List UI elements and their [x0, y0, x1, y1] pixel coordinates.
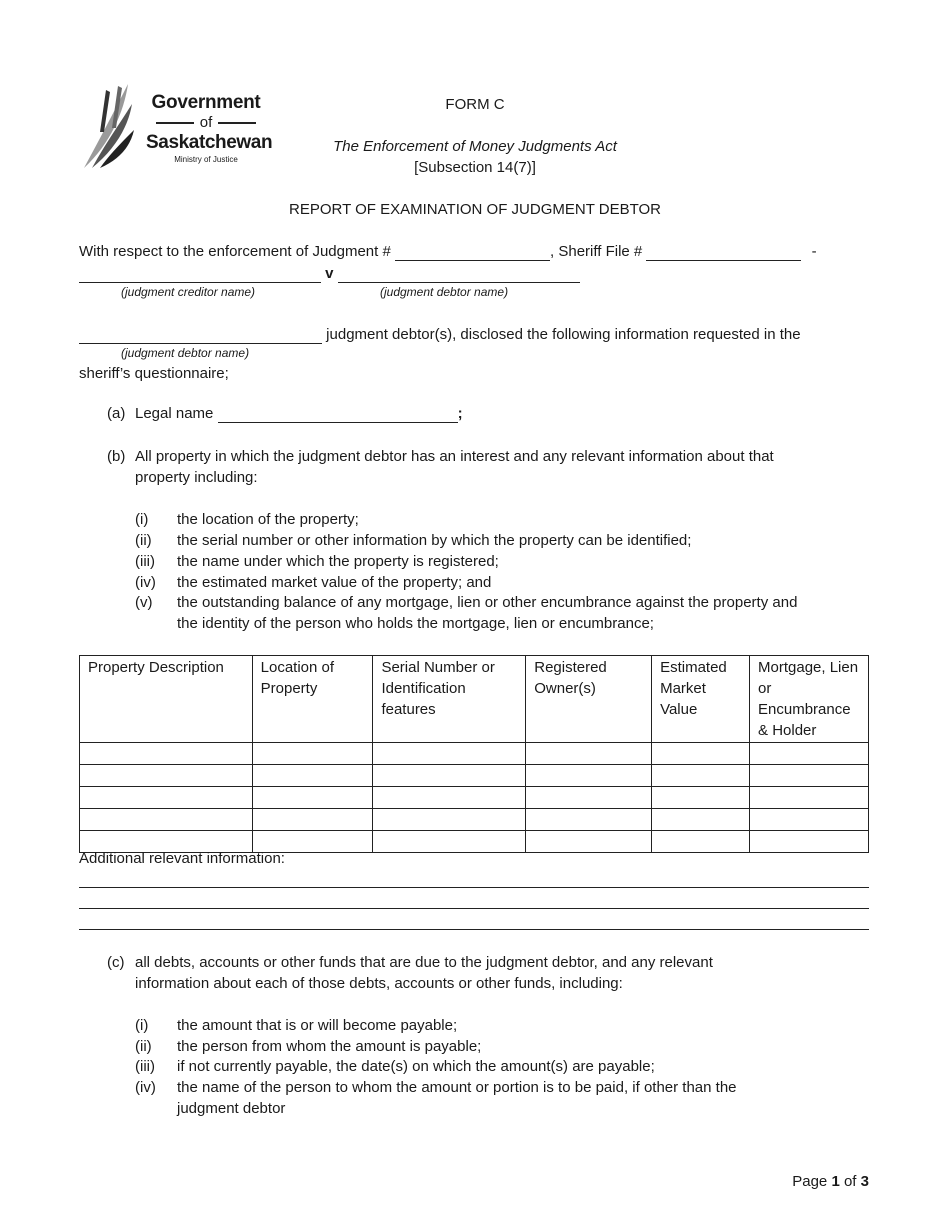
table-row: [80, 765, 869, 787]
table-cell[interactable]: [252, 809, 373, 831]
logo-government: Government: [151, 92, 261, 113]
item-c-sub-num: (iii): [135, 1058, 155, 1075]
page-of: of: [843, 1173, 857, 1190]
item-c-sub-text: if not currently payable, the date(s) on which the amount(s) are payable;: [177, 1058, 655, 1075]
item-b-line2: property including:: [135, 469, 258, 486]
item-b-label: (b): [107, 448, 126, 465]
table-cell[interactable]: [373, 787, 526, 809]
item-c-line1: all debts, accounts or other funds that are due to the judgment debtor, and any relevant: [135, 954, 713, 971]
judgment-prefix: With respect to the enforcement of Judgment #: [79, 243, 391, 260]
item-b-sub-text: the estimated market value of the property; and: [177, 574, 492, 591]
table-cell[interactable]: [526, 765, 652, 787]
debtor-caption: (judgment debtor name): [380, 285, 509, 299]
table-cell[interactable]: [80, 765, 253, 787]
dash-separator: -: [811, 243, 817, 260]
additional-info-line[interactable]: [79, 887, 869, 888]
table-cell[interactable]: [373, 743, 526, 765]
disclosed-text: judgment debtor(s), disclosed the following information requested in the: [326, 326, 801, 343]
table-cell[interactable]: [252, 787, 373, 809]
column-header: Registered Owner(s): [526, 656, 652, 743]
item-b-sub-num: (iv): [135, 574, 156, 591]
creditor-name-field[interactable]: [79, 265, 321, 283]
item-c-sub-text: the name of the person to whom the amount or portion is to be paid, if other than the: [177, 1079, 737, 1096]
versus: v: [325, 265, 334, 282]
table-cell[interactable]: [750, 765, 869, 787]
additional-info-line[interactable]: [79, 908, 869, 909]
item-b-sub-num: (iii): [135, 553, 155, 570]
item-c-line2: information about each of those debts, accounts or other funds, including:: [135, 975, 623, 992]
parties-line: [79, 265, 580, 283]
table-cell[interactable]: [652, 743, 750, 765]
table-header-row: [80, 656, 869, 743]
table-cell[interactable]: [80, 743, 253, 765]
table-cell[interactable]: [526, 743, 652, 765]
item-b-sub-text: the location of the property;: [177, 511, 359, 528]
table-cell[interactable]: [80, 787, 253, 809]
form-label: FORM C: [445, 96, 505, 113]
item-b-sub-text: the outstanding balance of any mortgage, lien or other encumbrance against the property and: [177, 594, 798, 611]
legal-name-label: Legal name: [135, 405, 214, 422]
questionnaire-text: sheriff’s questionnaire;: [79, 365, 229, 382]
page-total: 3: [860, 1173, 869, 1190]
table-cell[interactable]: [652, 787, 750, 809]
legal-name-field[interactable]: [218, 405, 458, 423]
item-b-sub-num: (i): [135, 511, 149, 528]
table-cell[interactable]: [652, 809, 750, 831]
table-cell[interactable]: [373, 831, 526, 853]
column-header: Serial Number or Identification features: [373, 656, 526, 743]
logo-saskatchewan: Saskatchewan: [146, 132, 273, 153]
table-cell[interactable]: [526, 831, 652, 853]
table-cell[interactable]: [750, 787, 869, 809]
table-cell[interactable]: [652, 831, 750, 853]
item-b-sub-text: the name under which the property is registered;: [177, 553, 499, 570]
item-c-sub-text: the person from whom the amount is payable;: [177, 1038, 482, 1055]
item-c-sub-num: (i): [135, 1017, 149, 1034]
debtor-name-field[interactable]: [338, 265, 580, 283]
legal-name-end: ;: [457, 405, 463, 422]
additional-info-line[interactable]: [79, 929, 869, 930]
page-number: [792, 1173, 869, 1190]
logo-of-row: [146, 114, 266, 132]
act-title: The Enforcement of Money Judgments Act: [333, 138, 617, 155]
property-table: [79, 655, 869, 853]
sheriff-file-field[interactable]: [646, 243, 801, 261]
table-cell[interactable]: [750, 809, 869, 831]
table-cell[interactable]: [750, 831, 869, 853]
column-header: Property Description: [80, 656, 253, 743]
item-b-sub-num: (v): [135, 594, 153, 611]
report-title: REPORT OF EXAMINATION OF JUDGMENT DEBTOR: [289, 201, 661, 218]
table-cell[interactable]: [750, 743, 869, 765]
table-cell[interactable]: [652, 765, 750, 787]
disclosed-line: [79, 326, 801, 344]
judgment-line: [79, 243, 817, 261]
table-row: [80, 743, 869, 765]
item-c-sub-num: (ii): [135, 1038, 152, 1055]
additional-info-label: Additional relevant information:: [79, 850, 285, 867]
logo-of: of: [199, 114, 213, 131]
item-b-sub-text: the serial number or other information by which the property can be identified;: [177, 532, 692, 549]
column-header: Mortgage, Lien or Encumbrance & Holder: [750, 656, 869, 743]
table-row: [80, 787, 869, 809]
sheriff-label: , Sheriff File #: [550, 243, 643, 260]
table-cell[interactable]: [252, 743, 373, 765]
page-current: 1: [831, 1173, 840, 1190]
item-c-sub-num: (iv): [135, 1079, 156, 1096]
item-a-label: (a): [107, 405, 126, 422]
table-cell[interactable]: [373, 765, 526, 787]
debtor-caption-2: (judgment debtor name): [121, 346, 250, 360]
page-label: Page: [792, 1173, 828, 1190]
logo-ministry: Ministry of Justice: [174, 155, 238, 164]
table-cell[interactable]: [80, 809, 253, 831]
item-c-sub-text: the amount that is or will become payable;: [177, 1017, 458, 1034]
item-b-sub-text-cont: the identity of the person who holds the mortgage, lien or encumbrance;: [177, 615, 654, 632]
table-cell[interactable]: [373, 809, 526, 831]
item-c-sub-text-cont: judgment debtor: [177, 1100, 286, 1117]
column-header: Location of Property: [252, 656, 373, 743]
creditor-caption: (judgment creditor name): [121, 285, 256, 299]
table-row: [80, 809, 869, 831]
legal-name-line: [135, 405, 463, 423]
item-b-sub-num: (ii): [135, 532, 152, 549]
debtor-name-field-2[interactable]: [79, 326, 322, 344]
column-header: Estimated Market Value: [652, 656, 750, 743]
item-b-line1: All property in which the judgment debtor has an interest and any relevant information about that: [135, 448, 774, 465]
table-cell[interactable]: [252, 765, 373, 787]
item-c-label: (c): [107, 954, 125, 971]
table-cell[interactable]: [526, 787, 652, 809]
judgment-number-field[interactable]: [395, 243, 550, 261]
subsection: [Subsection 14(7)]: [414, 159, 536, 176]
table-cell[interactable]: [526, 809, 652, 831]
